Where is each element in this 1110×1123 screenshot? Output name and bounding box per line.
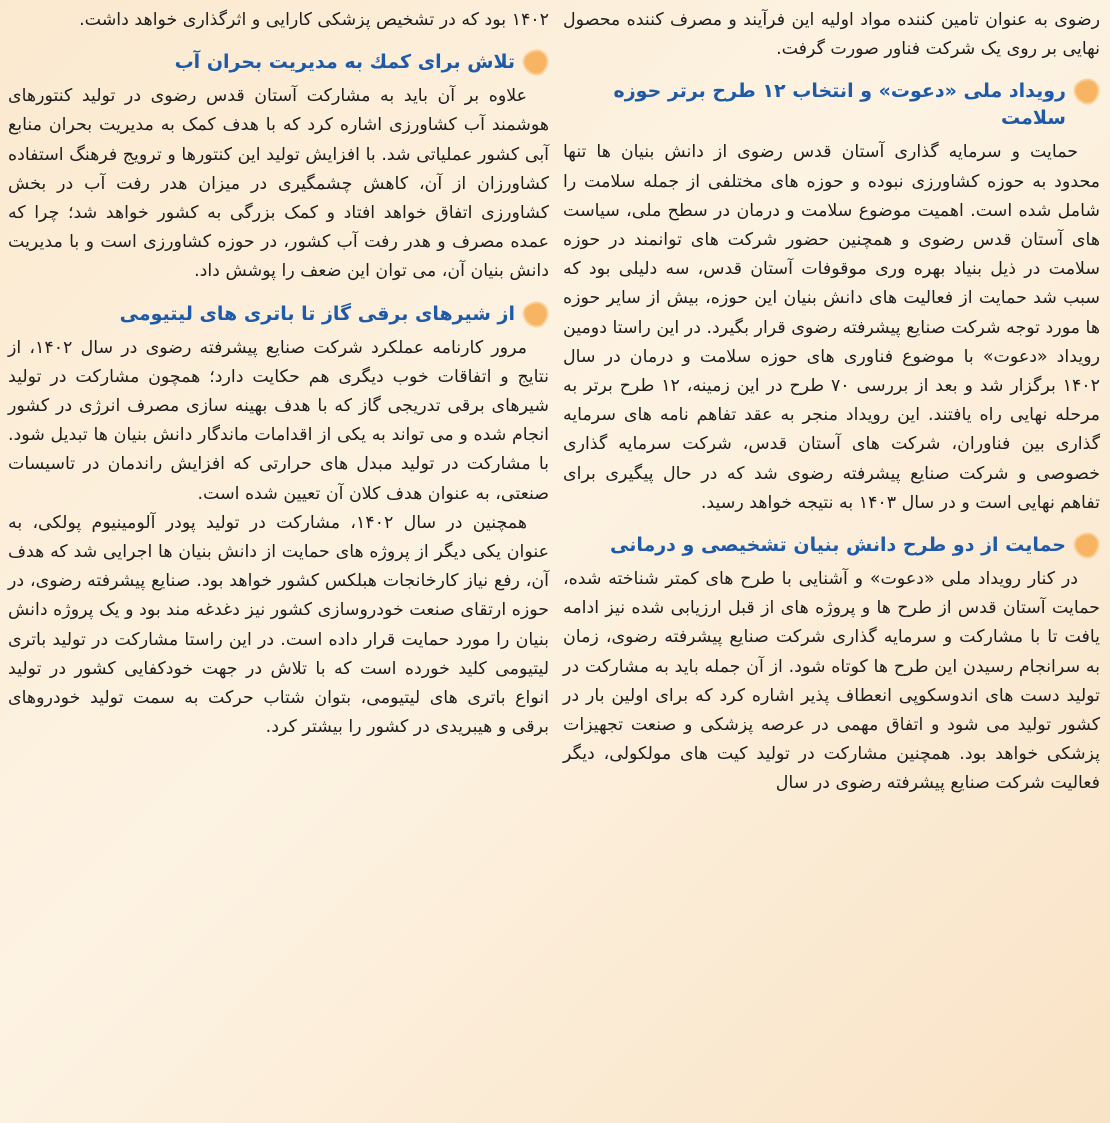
davat-event-paragraph: حمایت و سرمایه گذاری آستان قدس رضوی از دانش بنیان ها تنها محدود به حوزه کشاورزی نبوده و حوزه های مختلفی از جمله سلامت را شامل شده است. اهمیت موضوع سلامت و درمان در سطح ملی، سیاست های آستان قدس رضوی و همچنین حضور شرکت های توانمند در حوزه سلامت در ذیل بنیاد بهره وری موقوفات آستان قدس، سه دلیلی بود که سبب شد حمایت از فعالیت های دانش بنیان این حوزه، بیش از سایر حوزه ها مورد توجه شرکت صنایع پیشرفته رضوی قرار بگیرد. در این راستا دومین رویداد «دعوت» با موضوع فناوری های حوزه سلامت و درمان در سال ۱۴۰۲ برگزار شد و بعد از بررسی ۷۰ طرح در این زمینه، ۱۲ طرح برتر به مرحله نهایی راه یافتند. این رویداد منجر به عقد تفاهم نامه های سرمایه گذاری بین فناوران، شرکت های آستان قدس، شرکت سرمایه گذاری خصوصی و شرکت صنایع پیشرفته رضوی شد که در حال پیگیری برای تفاهم نهایی است و در سال ۱۴۰۳ به نتیجه خواهد رسید.: [563, 142, 1100, 513]
section-title: از شیرهای برقی گاز تا باتری های لیتیومی: [119, 302, 515, 325]
section-heading-gas-valves-batteries: [8, 301, 549, 328]
gas-valves-paragraph: مرور کارنامه عملکرد شرکت صنایع پیشرفته رضوی در سال ۱۴۰۲، از نتایج و اتفاقات خوب دیگری هم حکایت دارد؛ همچون مشارکت در تولید شیرهای برقی تدریجی گاز که با هدف بهینه سازی مصرف انرژی در کشور انجام شده و می تواند به یکی از اقدامات ماندگار دانش بنیان ها تبدیل شود. با مشارکت در تولید مبدل های حرارتی که افزایش راندمان در تاسیسات صنعتی، به عنوان هدف کلان آن تعیین شده است.: [8, 337, 549, 504]
right-column: [555, 6, 1110, 1123]
batteries-paragraph: همچنین در سال ۱۴۰۲، مشارکت در تولید پودر آلومینیوم پولکی، به عنوان یکی دیگر از پروژه های حمایت از دانش بنیان ها اجرایی شد که هدف آن، رفع نیاز کارخانجات هبلکس کشور خواهد بود. صنایع پیشرفته رضوی، در حوزه ارتقای صنعت خودروسازی کشور نیز دغدغه مند بود و یک پروژه دانش بنیان را مورد حمایت قرار داده است. در این راستا مشارکت در تولید باتری لیتیومی کلید خورده است که با تلاش در جهت خودکفایی کشور در تولید انواع باتری های لیتیومی، بتوان شتاب حرکت به سمت تولید خودروهای برقی و هیبریدی در کشور را بیشتر کرد.: [8, 512, 549, 738]
water-crisis-paragraph: علاوه بر آن باید به مشارکت آستان قدس رضوی در تولید کنتورهای هوشمند آب کشاورزی اشاره کرد که با هدف کمک به مدیریت بحران منابع آبی کشور عملیاتی شد. با افزایش تولید این کنتورها و ترویج فرهنگ استفاده کشاورزان از آن، کاهش چشمگیری در میزان هدر رفت آب در بخش کشاورزی اتفاق خواهد افتاد و کمک بزرگی به کشور خواهد شد؛ چرا که عمده مصرف و هدر رفت آب کشور، در حوزه کشاورزی است و با مدیریت دانش بنیان آن، می توان این ضعف را پوشش داد.: [8, 86, 549, 282]
section-heading-water-crisis: [8, 49, 549, 76]
left-intro-text: ۱۴۰۲ بود که در تشخیص پزشکی کارایی و اثرگذاری خواهد داشت.: [79, 10, 549, 30]
orange-drop-bullet-icon: [523, 49, 549, 75]
section-heading-diagnostic-projects: [563, 532, 1100, 559]
section-title: حمایت از دو طرح دانش بنیان تشخیصی و درمانی: [609, 534, 1066, 557]
orange-drop-bullet-icon: [1074, 78, 1100, 104]
left-column: [0, 6, 555, 1123]
section-heading-davat-event: [563, 78, 1100, 132]
orange-drop-bullet-icon: [1074, 532, 1100, 558]
section-title: رویداد ملی «دعوت» و انتخاب ۱۲ طرح برتر حوزه سلامت: [613, 80, 1066, 130]
diagnostic-projects-paragraph: در کنار رویداد ملی «دعوت» و آشنایی با طرح های کمتر شناخته شده، حمایت آستان قدس از طرح ها و پروژه های از قبل ارزیابی شده نیز ادامه یافت تا با مشارکت و سرمایه گذاری شرکت صنایع پیشرفته رضوی، زمان به سرانجام رسیدن این طرح ها کوتاه شود. از آن جمله باید به مشارکت در تولید دست های اندوسکوپی انعطاف پذیر اشاره کرد که برای اولین بار در کشور تولید می شود و اتفاق مهمی در عرصه پزشکی و صنعت تجهیزات پزشکی خواهد بود. همچنین مشارکت در تولید کیت های مولکولی، دیگر فعالیت شرکت صنایع پیشرفته رضوی در سال: [563, 569, 1100, 794]
section-title: تلاش برای کمك به مدیریت بحران آب: [174, 51, 515, 74]
orange-drop-bullet-icon: [523, 301, 549, 327]
right-intro-text: رضوی به عنوان تامین کننده مواد اولیه این فرآیند و مصرف کننده محصول نهایی بر روی یک شرکت فناور صورت گرفت.: [563, 10, 1100, 60]
